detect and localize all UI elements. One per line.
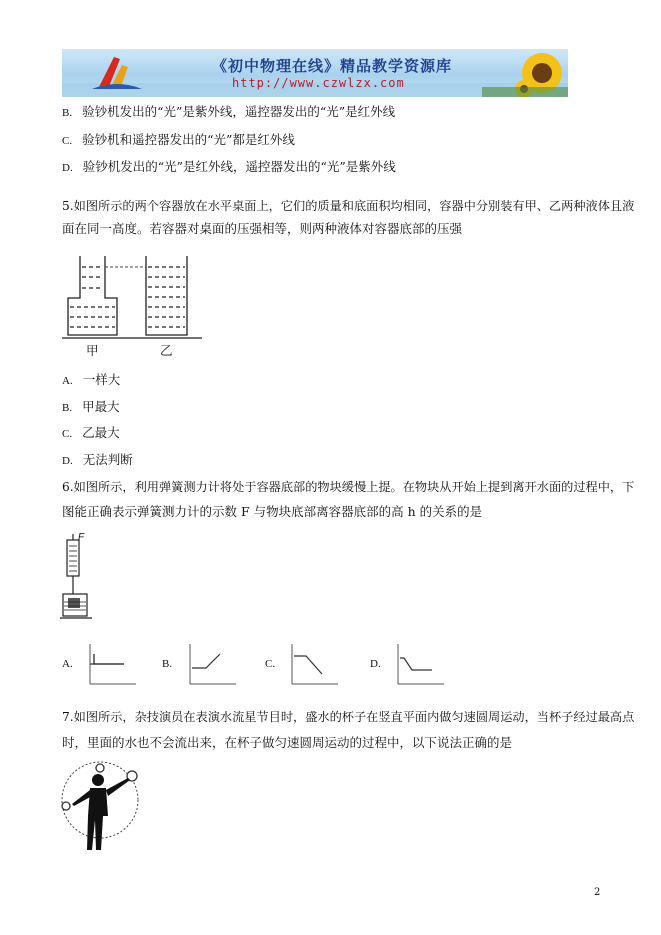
q7-stem-line1: 7.如图所示，杂技演员在表演水流星节目时，盛水的杯子在竖直平面内做匀速圆周运动，当杯子经过最高点: [62, 710, 635, 724]
q5-containers-figure: [62, 250, 202, 360]
container-jia: [68, 256, 117, 335]
page-number: 2: [594, 887, 601, 898]
label-jia: 甲: [86, 343, 99, 358]
q5-stem-line1: 5.如图所示的两个容器放在水平桌面上，它们的质量和底面积均相同，容器中分别装有甲、乙两种液体且液: [62, 199, 635, 213]
q5-option-a: A. 一样大: [62, 372, 121, 387]
container-yi: [146, 256, 187, 335]
q6-stem-line1: 6.如图所示，利用弹簧测力计将处于容器底部的物块缓慢上提。在物块从开始上提到离开水面的过程中，下: [62, 480, 635, 494]
spring-scale-figure: [60, 532, 100, 622]
q6-option-c-letter: C.: [265, 658, 276, 670]
q4-option-d: D. 验钞机发出的“光”是红外线，遥控器发出的“光”是紫外线: [62, 159, 396, 174]
q6-graph-b: [180, 640, 240, 694]
q4-option-c: C. 验钞机和遥控器发出的“光”都是红外线: [62, 132, 295, 147]
q6-graph-a: [80, 640, 140, 694]
q6-option-a-letter: A.: [62, 658, 73, 670]
q5-option-c: C. 乙最大: [62, 425, 120, 440]
sunflower-icon: [482, 53, 568, 97]
q7-stem-line2: 时，里面的水也不会流出来，在杯子做匀速圆周运动的过程中，以下说法正确的是: [62, 735, 513, 750]
q4-option-b: B. 验钞机发出的“光”是紫外线，遥控器发出的“光”是红外线: [62, 104, 396, 119]
q5-option-d: D. 无法判断: [62, 452, 133, 467]
q6-graph-c: [282, 640, 342, 694]
q5-option-b: B. 甲最大: [62, 399, 120, 414]
q6-option-d-letter: D.: [370, 658, 381, 670]
q6-option-b-letter: B.: [162, 658, 173, 670]
banner-url: http://www.czwlzx.com: [232, 76, 405, 90]
banner-title: 《初中物理在线》精品教学资源库: [212, 57, 453, 75]
header-banner: [62, 49, 568, 97]
q5-stem-line2: 面在同一高度。若容器对桌面的压强相等，则两种液体对容器底部的压强: [62, 221, 463, 236]
q6-graph-d: [388, 640, 448, 694]
q6-stem-line2: 图能正确表示弹簧测力计的示数 F 与物块底部离容器底部的高 h 的关系的是: [62, 504, 483, 519]
water-meteor-figure: [58, 758, 142, 858]
label-yi: 乙: [160, 343, 173, 358]
fig-f-label: F: [78, 532, 85, 543]
